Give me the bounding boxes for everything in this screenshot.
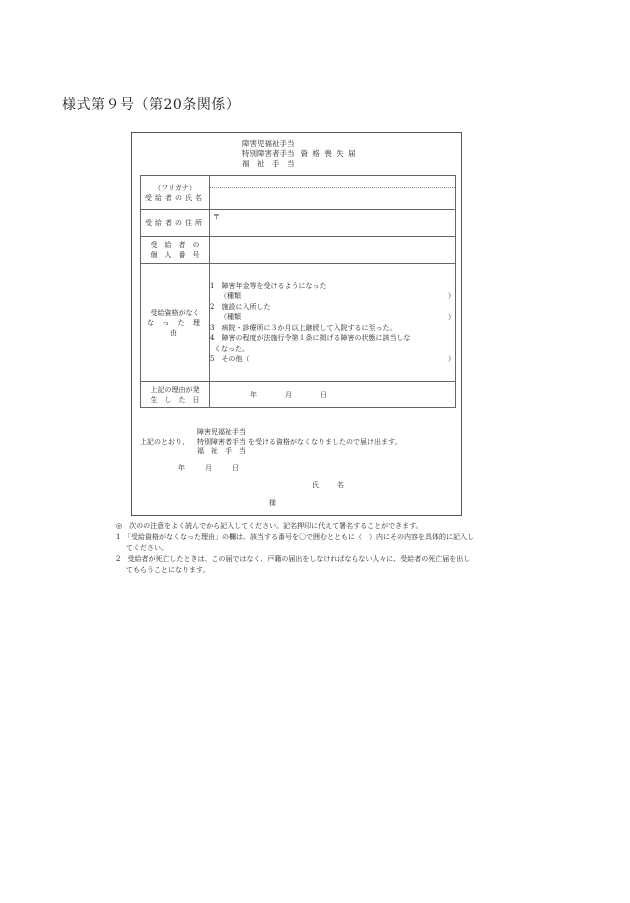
sign-name-part: 名 <box>337 481 344 489</box>
addressee-honorific: 様 <box>269 499 276 507</box>
address-label-cell <box>141 210 210 237</box>
date-day-unit: 日 <box>320 390 327 399</box>
name-label: 受給者の氏名 <box>145 193 205 202</box>
declaration-line: 福 祉 手 当 <box>197 447 246 455</box>
address-field[interactable] <box>210 210 456 237</box>
note-item: 1 「受給資格がなくなった理由」の欄は、該当する番号を〇で囲むとともに（ ）内にその内容を具体的に記入してください。 <box>116 533 474 552</box>
note-item: 2 受給者が死亡したときは、この届ではなく、戸籍の届出をしなければならない人々に、受給者の死亡届を出してもらうことになります。 <box>116 555 471 574</box>
detail-open: （種類 <box>220 313 241 321</box>
date-label-cell <box>141 382 210 408</box>
sign-year-unit: 年 <box>178 464 185 472</box>
submission-date[interactable] <box>178 463 239 473</box>
reason-1-detail[interactable] <box>210 291 455 302</box>
detail-close: ） <box>448 355 455 363</box>
title-suffix: 資 格 喪 失 届 <box>300 149 357 158</box>
declaration <box>140 428 401 457</box>
reason-label-line: 受給資格がなく <box>150 308 200 317</box>
form-table <box>140 175 456 408</box>
title-line: 特別障害者手当 <box>242 149 295 158</box>
reason-4-cont: くなった。 <box>214 344 249 353</box>
reason-3[interactable]: 3 病院・診療所に３か月以上継続して入院するに至った。 <box>210 323 397 332</box>
reason-2-detail[interactable] <box>210 312 455 323</box>
page-heading: 様式第９号（第20条関係） <box>62 97 241 113</box>
address-label: 受給者の住所 <box>145 219 205 227</box>
reason-options <box>210 264 456 382</box>
notes <box>116 521 476 576</box>
form-title <box>242 139 357 169</box>
sign-month-unit: 月 <box>205 464 212 472</box>
reason-2[interactable]: 2 施設に入所した <box>210 302 271 311</box>
reason-label-line: な っ た 理 由 <box>147 318 203 337</box>
declaration-line: 障害児福祉手当 <box>197 428 246 436</box>
name-label-cell <box>141 176 210 210</box>
form-frame <box>131 132 462 516</box>
reason-5[interactable] <box>210 354 455 365</box>
detail-open: （種類 <box>220 292 241 300</box>
detail-close: ） <box>448 292 455 300</box>
id-label-cell <box>141 237 210 264</box>
id-number-field[interactable] <box>210 237 456 264</box>
title-line: 福 祉 手 当 <box>242 159 295 168</box>
name-kana-label: （フリガナ） <box>154 183 196 192</box>
title-line: 障害児福祉手当 <box>242 139 295 148</box>
date-label-line: 生 し た 日 <box>150 395 200 404</box>
name-field[interactable] <box>210 176 456 210</box>
date-month-unit: 月 <box>285 390 292 399</box>
name-kana-field[interactable] <box>210 176 455 188</box>
detail-close: ） <box>448 313 455 321</box>
postal-mark: 〒 <box>213 213 220 221</box>
reason-5-label: 5 その他（ <box>210 355 250 363</box>
declaration-line: 特別障害者手当 <box>197 437 246 446</box>
date-label-line: 上記の理由が発 <box>150 385 200 394</box>
note-item: ◎ 次のの注意をよく読んでから記入してください。記名押印に代えて署名することができます。 <box>116 522 423 530</box>
reason-1[interactable]: 1 障害年金等を受けるようになった <box>210 281 327 290</box>
occurrence-date-field[interactable] <box>210 382 456 408</box>
signer-name[interactable] <box>312 480 344 490</box>
declaration-suffix: を受ける資格がなくなりましたので届け出ます。 <box>248 437 402 446</box>
date-year-unit: 年 <box>250 390 257 399</box>
reason-4[interactable]: 4 障害の程度が法施行令第１条に掲げる障害の状態に該当しな <box>210 334 411 342</box>
sign-day-unit: 日 <box>232 464 239 472</box>
declaration-prefix: 上記のとおり、 <box>140 437 189 446</box>
sign-name-part: 氏 <box>312 481 319 489</box>
id-label-line: 受 給 者 の <box>150 241 200 249</box>
reason-label-cell <box>141 264 210 382</box>
id-label-line: 個 人 番 号 <box>150 251 200 259</box>
